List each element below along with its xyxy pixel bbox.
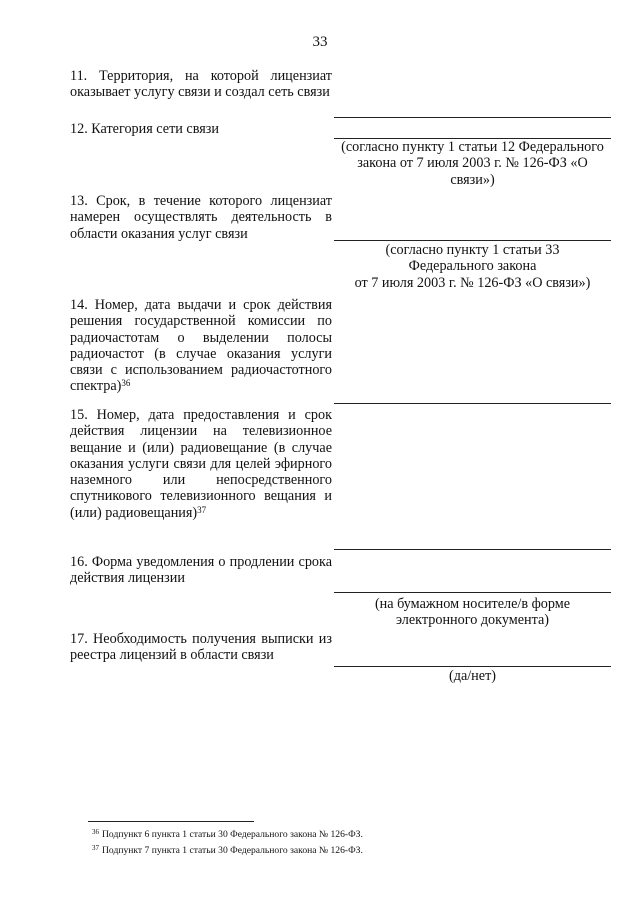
footnote-36-text: Подпункт 6 пункта 1 статьи 30 Федерального закона № 126-ФЗ.: [102, 829, 363, 840]
page-number: 33: [312, 34, 328, 50]
item-16-note: (на бумажном носителе/в форме электронного документа): [374, 596, 571, 629]
item-11-text: 11. Территория, на которой лицензиат оказывает услугу связи и создал сеть связи: [70, 68, 332, 101]
item-12-network-category: [70, 121, 332, 137]
item-16-renewal-notice-form: [70, 554, 332, 587]
footnote-37-number: 37: [92, 844, 99, 852]
item-13-note-line-2: Федерального закона: [408, 258, 537, 275]
item-12-text: 12. Категория сети связи: [70, 121, 219, 137]
item-11-territory: [70, 68, 332, 101]
item-13-note: [334, 242, 611, 291]
item-11-answer-line: [334, 117, 611, 118]
item-14-answer-line: [334, 403, 611, 404]
item-17-answer-line: [334, 666, 611, 667]
item-13-activity-term: [70, 193, 332, 242]
item-14-radio-decision: [70, 297, 332, 395]
footnote-37-text: Подпункт 7 пункта 1 статьи 30 Федерального закона № 126-ФЗ.: [102, 845, 363, 856]
footnote-separator: [88, 821, 254, 822]
item-13-answer-line: [334, 240, 611, 241]
item-13-note-line-1: (согласно пункту 1 статьи 33: [385, 242, 560, 258]
item-16-text: 16. Форма уведомления о продлении срока действия лицензии: [70, 554, 332, 587]
footnote-36: [92, 829, 363, 841]
item-15-broadcast-license: [70, 407, 332, 521]
footnote-ref-36: 36: [121, 378, 131, 389]
footnote-36-number: 36: [92, 828, 99, 836]
item-17-register-extract: [70, 631, 332, 664]
item-14-text: 14. Номер, дата выдачи и срок действия решения государственной комиссии по радиочастотам о выделении полосы радиочастот (в случае оказания услуги связи с использованием радиочастотного спектра): [70, 297, 332, 395]
item-13-text: 13. Срок, в течение которого лицензиат намерен осуществлять деятельность в области оказания услуг связи: [70, 193, 332, 242]
item-13-note-line-3: от 7 июля 2003 г. № 126-ФЗ «О связи»): [354, 274, 591, 291]
item-15-text: 15. Номер, дата предоставления и срок действия лицензии на телевизионное вещание и (или) радиовещание (в случае оказания услуги связи для целей эфирного наземного или непосредственного спутникового телевизионного вещания и (или) радиовещания): [70, 407, 332, 521]
item-17-text: 17. Необходимость получения выписки из реестра лицензий в области связи: [70, 631, 332, 664]
footnote-ref-37: 37: [197, 504, 207, 515]
item-12-note: (согласно пункту 1 статьи 12 Федерального закона от 7 июля 2003 г. № 126-ФЗ «О связи»): [341, 139, 604, 188]
item-17-note: (да/нет): [449, 668, 496, 684]
item-16-answer-line: [334, 592, 611, 593]
item-15-answer-line: [334, 549, 611, 550]
footnote-37: [92, 845, 363, 857]
